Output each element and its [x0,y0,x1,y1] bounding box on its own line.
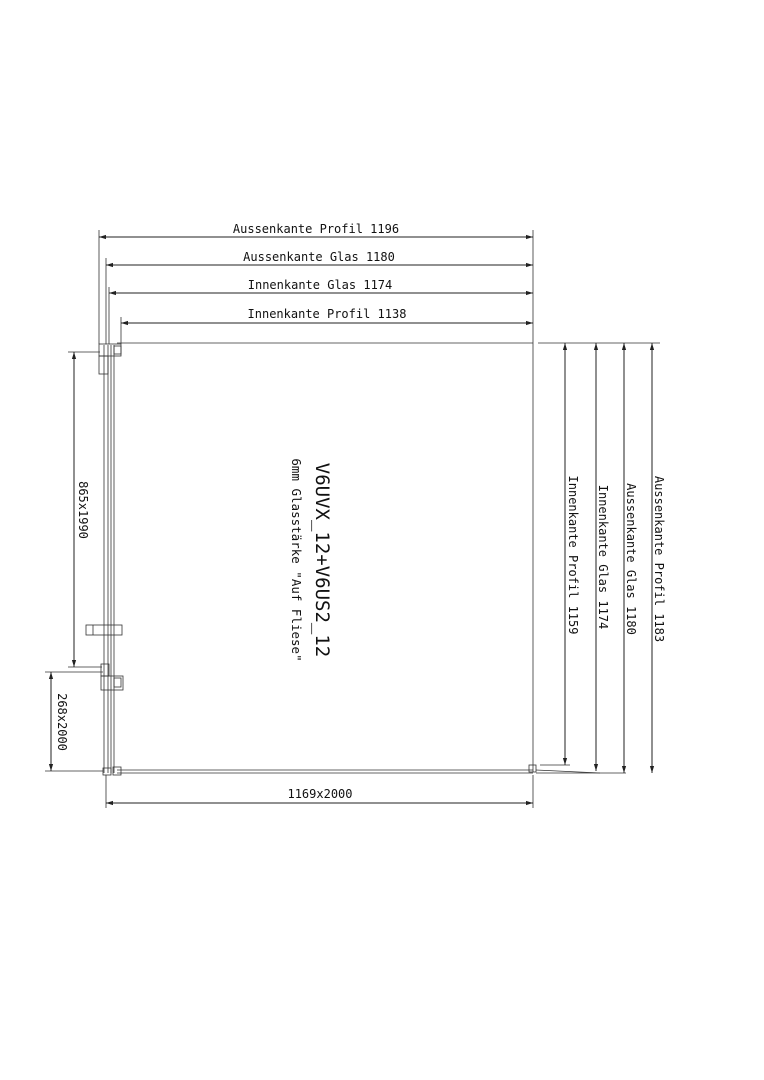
top-dim-inner-glass: Innenkante Glas 1174 [247,278,393,292]
right-dim-inner-profile: Innenkante Profil 1159 [566,475,580,635]
top-dimensions [99,222,533,344]
right-dimensions [538,343,666,773]
model-label: V6UVX_12+V6US2_12 [311,462,333,658]
right-corner-detail [529,765,626,773]
right-dim-inner-glass: Innenkante Glas 1174 [596,484,610,630]
left-dim-lower-panel: 268x2000 [55,693,69,751]
center-labels [289,458,333,661]
left-dimensions [45,352,103,771]
glass-note-label: 6mm Glasstärke "Auf Fliese" [289,458,304,662]
top-dim-inner-profile: Innenkante Profil 1138 [247,307,407,321]
right-dim-outer-profile: Aussenkante Profil 1183 [652,475,666,643]
left-profile [86,344,123,775]
bottom-dimension [106,775,533,808]
top-dim-outer-glass: Aussenkante Glas 1180 [243,250,395,264]
bottom-dim-label: 1169x2000 [287,787,353,801]
left-dim-upper-panel: 865x1990 [76,481,90,539]
right-dim-outer-glass: Aussenkante Glas 1180 [624,483,638,635]
top-dim-outer-profile: Aussenkante Profil 1196 [232,222,400,236]
